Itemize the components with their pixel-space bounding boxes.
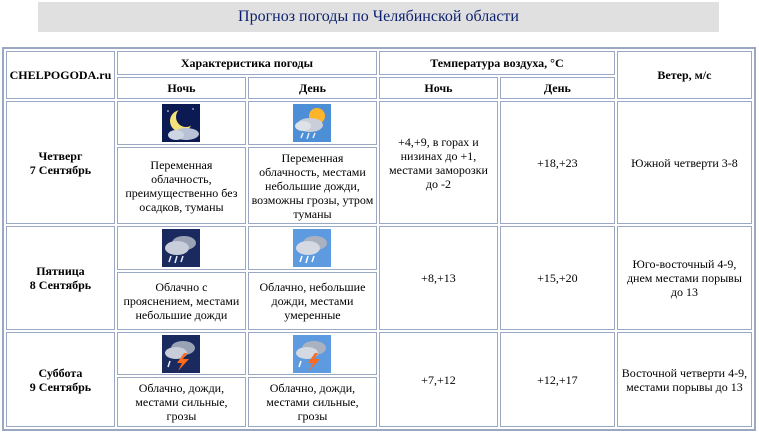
day-icon-cell bbox=[248, 226, 377, 270]
date: 8 Сентябрь bbox=[29, 278, 92, 293]
temp-day: +18,+23 bbox=[500, 101, 615, 224]
forecast-table bbox=[2, 47, 756, 431]
temp-day: +12,+17 bbox=[500, 332, 615, 427]
clouds-rain-icon bbox=[293, 229, 331, 267]
thunderstorm-night-icon bbox=[162, 335, 200, 373]
weather-night-header: Ночь bbox=[117, 77, 246, 99]
temp-day: +15,+20 bbox=[500, 226, 615, 331]
wind: Восточной четверти 4-9, местами порывы до 13 bbox=[617, 332, 752, 427]
night-description: Переменная облачность, преимущественно без осадков, туманы bbox=[117, 147, 246, 223]
night-icon-cell bbox=[117, 101, 246, 145]
day-description: Облачно, дожди, местами сильные, грозы bbox=[248, 377, 377, 427]
date: 9 Сентябрь bbox=[29, 379, 92, 394]
night-icon-cell bbox=[117, 332, 246, 374]
night-icon-cell bbox=[117, 226, 246, 270]
weekday: Суббота bbox=[38, 365, 83, 380]
temp-night: +8,+13 bbox=[379, 226, 498, 331]
page-title-bar bbox=[38, 2, 719, 32]
date: 7 Сентябрь bbox=[29, 162, 92, 177]
temp-day-header: День bbox=[500, 77, 615, 99]
day-label bbox=[6, 226, 115, 331]
wind-header: Ветер, м/с bbox=[617, 51, 752, 99]
weather-day-header: День bbox=[248, 77, 377, 99]
moon-cloud-icon bbox=[162, 104, 200, 142]
day-label bbox=[6, 332, 115, 427]
wind: Юго-восточный 4-9, днем местами порывы до 13 bbox=[617, 226, 752, 331]
weekday: Пятница bbox=[36, 264, 85, 279]
clouds-rain-night-icon bbox=[162, 229, 200, 267]
wind: Южной четверти 3-8 bbox=[617, 101, 752, 224]
weather-header: Характеристика погоды bbox=[117, 51, 377, 75]
day-description: Облачно, небольшие дожди, местами умеренные bbox=[248, 272, 377, 330]
day-icon-cell bbox=[248, 101, 377, 145]
day-description: Переменная облачность, местами небольшие дожди, возможны грозы, утром туманы bbox=[248, 147, 377, 223]
temp-night: +7,+12 bbox=[379, 332, 498, 427]
weekday: Четверг bbox=[38, 148, 83, 163]
thunderstorm-icon bbox=[293, 335, 331, 373]
temp-night-header: Ночь bbox=[379, 77, 498, 99]
sun-cloud-rain-icon bbox=[293, 104, 331, 142]
night-description: Облачно с прояснением, местами небольшие дожди bbox=[117, 272, 246, 330]
temp-night: +4,+9, в горах и низинах до +1, местами заморозки до -2 bbox=[379, 101, 498, 224]
day-label bbox=[6, 101, 115, 224]
night-description: Облачно, дожди, местами сильные, грозы bbox=[117, 377, 246, 427]
site-name: CHELPOGODA.ru bbox=[6, 51, 115, 99]
day-icon-cell bbox=[248, 332, 377, 374]
temperature-header: Температура воздуха, °С bbox=[379, 51, 615, 75]
page-title: Прогноз погоды по Челябинской области bbox=[238, 8, 519, 25]
